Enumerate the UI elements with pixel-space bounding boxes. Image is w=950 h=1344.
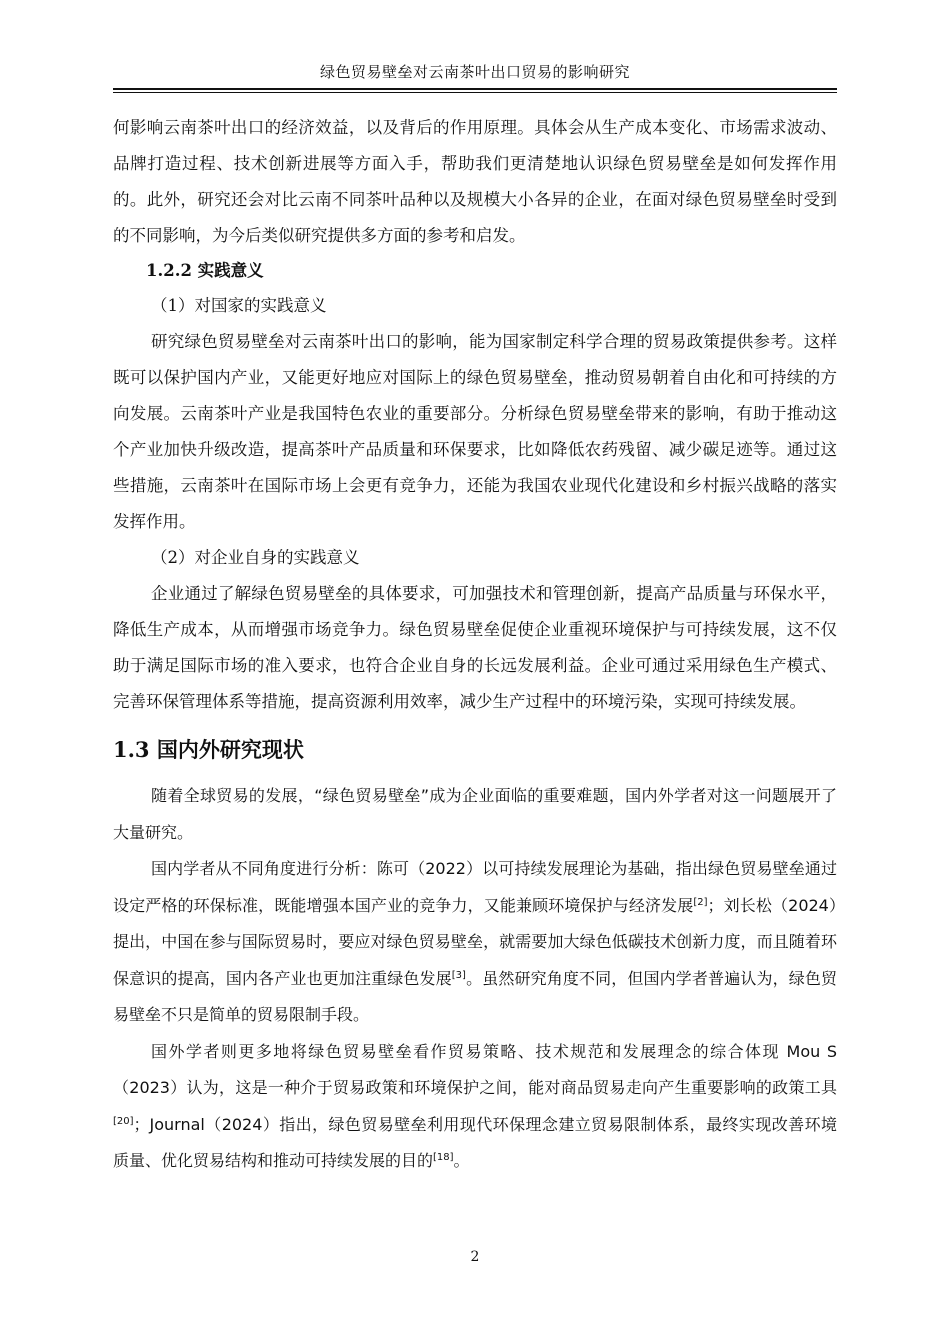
citation-ref-18[interactable]: [18] (433, 1152, 454, 1163)
citation-ref-2[interactable]: [2] (693, 896, 708, 908)
national-significance-paragraph: 研究绿色贸易壁垒对云南茶叶出口的影响，能为国家制定科学合理的贸易政策提供参考。这样既可以保护国内产业，又能更好地应对国际上的绿色贸易壁垒，推动贸易朝着自由化和可持续的方向发展。云南茶叶产业是我国特色农业的重要部分。分析绿色贸易壁垒带来的影响，有助于推动这个产业加快升级改造，提高茶叶产品质量和环保要求，比如降低农药残留、减少碳足迹等。通过这些措施，云南茶叶在国际市场上会更有竞争力，还能为我国农业现代化建设和乡村振兴战略的落实发挥作用。 (113, 332, 837, 531)
research-intro-paragraph: 随着全球贸易的发展，“绿色贸易壁垒”成为企业面临的重要难题，国内外学者对这一问题展开了大量研究。 (113, 786, 837, 842)
enterprise-significance-paragraph: 企业通过了解绿色贸易壁垒的具体要求，可加强技术和管理创新，提高产品质量与环保水平，降低生产成本，从而增强市场竞争力。绿色贸易壁垒促使企业重视环境保护与可持续发展，这不仅助于满足国际市场的准入要求，也符合企业自身的长远发展利益。企业可通过采用绿色生产模式、完善环保管理体系等措施，提高资源利用效率，减少生产过程中的环境污染，实现可持续发展。 (113, 584, 837, 711)
domestic-text-part-1: 国内学者从不同角度进行分析：陈可（2022）以可持续发展理论为基础，指出绿色贸易壁垒通过设定严格的环保标准，既能增强本国产业的竞争力，又能兼顾环境保护与经济发展 (113, 859, 837, 915)
citation-ref-20[interactable]: [20] (113, 1115, 134, 1127)
foreign-research-paragraph (113, 1034, 837, 1180)
domestic-text-part-2: ；刘长松（2024）提出，中国在参与国际贸易时，要应对绿色贸易壁垒，就需要加大绿色低碳技术创新力度，而且随着环保意识的提高，国内各产业也更加注重绿色发展 (113, 895, 837, 988)
research-status-block (113, 778, 837, 1180)
page-content (113, 110, 837, 1180)
domestic-research-paragraph (113, 851, 837, 1034)
running-header: 绿色贸易壁垒对云南茶叶出口贸易的影响研究 (319, 63, 630, 81)
intro-continuation-paragraph: 何影响云南茶叶出口的经济效益，以及背后的作用原理。具体会从生产成本变化、市场需求波动、品牌打造过程、技术创新进展等方面入手，帮助我们更清楚地认识绿色贸易壁垒是如何发挥作用的。此外，研究还会对比云南不同茶叶品种以及规模大小各异的企业，在面对绿色贸易壁垒时受到的不同影响，为今后类似研究提供多方面的参考和启发。 (113, 118, 837, 245)
foreign-text-part-2: ；Journal（2024）指出，绿色贸易壁垒利用现代环保理念建立贸易限制体系，最终实现改善环境质量、优化贸易结构和推动可持续发展的目的 (113, 1114, 837, 1170)
section-1-3-heading: 1.3 国内外研究现状 (113, 737, 304, 762)
domestic-text-part-3: 。虽然研究角度不同，但国内学者普遍认为，绿色贸易壁垒不只是简单的贸易限制手段。 (113, 968, 837, 1024)
citation-ref-3[interactable]: [3] (451, 969, 466, 981)
national-significance-heading: （1）对国家的实践意义 (151, 296, 327, 315)
enterprise-significance-heading: （2）对企业自身的实践意义 (151, 548, 360, 567)
section-1-2-2-heading: 1.2.2 实践意义 (146, 261, 264, 280)
page-number: 2 (470, 1249, 480, 1265)
header-rule-thick (113, 88, 837, 90)
foreign-text-part-3: 。 (453, 1151, 470, 1170)
foreign-text-part-1: 国外学者则更多地将绿色贸易壁垒看作贸易策略、技术规范和发展理念的综合体现 Mou S（2023）认为，这是一种介于贸易政策和环境保护之间，能对商品贸易走向产生重要影响的政策工具 (113, 1041, 837, 1097)
header-rule-thin (113, 92, 837, 93)
